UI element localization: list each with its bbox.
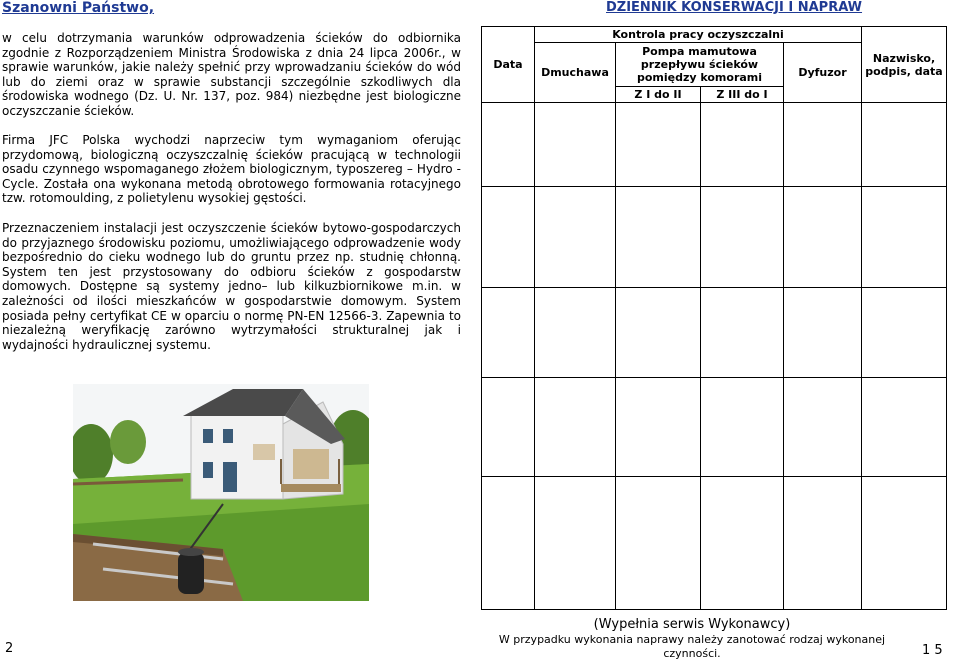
log-cell[interactable] [862,288,947,378]
log-row [482,288,947,378]
footer-line-1: (Wypełnia serwis Wykonawcy) [593,617,791,632]
house-treatment-plant-illustration [73,384,369,601]
log-cell[interactable] [535,378,616,477]
log-cell[interactable] [862,187,947,288]
log-cell[interactable] [784,288,862,378]
log-cell[interactable] [701,187,784,288]
log-row [482,187,947,288]
log-cell[interactable] [616,187,701,288]
log-cell[interactable] [482,187,535,288]
col-header-pompa: Pompa mamutowa przepływu ścieków pomiędzy komorami [616,43,784,87]
log-cell[interactable] [701,288,784,378]
col-header-data: Data [482,27,535,103]
log-cell[interactable] [862,103,947,187]
log-cell[interactable] [616,288,701,378]
log-cell[interactable] [482,378,535,477]
log-cell[interactable] [862,378,947,477]
log-footer-note [492,616,892,661]
log-cell[interactable] [862,477,947,610]
log-cell[interactable] [482,288,535,378]
page-number-left: 2 [5,641,14,656]
page-number-right: 1 5 [922,643,943,658]
log-cell[interactable] [616,477,701,610]
log-cell[interactable] [535,288,616,378]
col-header-group: Kontrola pracy oczyszczalni [535,27,862,43]
log-cell[interactable] [701,378,784,477]
col-header-podpis: Nazwisko, podpis, data [862,27,947,103]
log-cell[interactable] [535,187,616,288]
log-cell[interactable] [784,378,862,477]
log-title: DZIENNIK KONSERWACJI I NAPRAW [606,0,863,15]
log-cell[interactable] [701,477,784,610]
col-header-pompa-b: Z III do I [701,87,784,103]
log-cell[interactable] [616,103,701,187]
log-cell[interactable] [784,103,862,187]
log-cell[interactable] [616,378,701,477]
page-heading: Szanowni Państwo, [2,0,155,16]
log-cell[interactable] [482,103,535,187]
intro-paragraph: w celu dotrzymania warunków odprowadzenia ścieków do odbiornika zgodnie z Rozporządzeniem Ministra Środowiska z dnia 24 lipca 2006r., w sprawie warunków, jakie należy spełnić przy wprowadzaniu ścieków do wód lub do ziemi oraz w sprawie substancji szczególnie szkodliwych dla środowiska wodnego (Dz. U. Nr. 137, poz. 984) niezbędne jest biologiczne oczyszczanie ścieków. [2,31,461,118]
col-header-pompa-a: Z I do II [616,87,701,103]
log-cell[interactable] [784,187,862,288]
log-cell[interactable] [535,103,616,187]
purpose-paragraph: Przeznaczeniem instalacji jest oczyszczenie ścieków bytowo-gospodarczych do przyjaznego środowisku poziomu, umożliwiającego odprowadzenie wody bezpośrednio do cieku wodnego lub do gruntu przez np. studnię chłonną. System ten jest przystosowany do odbioru ścieków z gospodarstw domowych. Dostępne są systemy jedno– lub kilkuzbiornikowe m.in. w zależności od ilości mieszkańców w gospodarstwie domowym. System posiada pełny certyfikat CE w oparciu o normę PN-EN 12566-3. Zapewnia to niezależną weryfikację zarówno wytrzymałości strukturalnej jak i wydajności hydraulicznej systemu. [2,221,461,352]
log-cell[interactable] [784,477,862,610]
log-cell[interactable] [482,477,535,610]
footer-line-2: W przypadku wykonania naprawy należy zanotować rodzaj wykonanej czynności. [498,633,886,660]
log-cell[interactable] [535,477,616,610]
col-header-dmuchawa: Dmuchawa [535,43,616,103]
log-row [482,378,947,477]
maintenance-log-table [481,26,947,610]
log-row [482,477,947,610]
log-cell[interactable] [701,103,784,187]
company-paragraph: Firma JFC Polska wychodzi naprzeciw tym wymaganiom oferując przydomową, biologiczną oczyszczalnię ścieków pracującą w technologii osadu czynnego wspomaganego złożem biologicznym, typoszereg – Hydro -Cycle. Została ona wykonana metodą obrotowego formowania rotacyjnego tzw. rotomoulding, z polietylenu wysokiej gęstości. [2,133,461,206]
log-row [482,103,947,187]
col-header-dyfuzor: Dyfuzor [784,43,862,103]
